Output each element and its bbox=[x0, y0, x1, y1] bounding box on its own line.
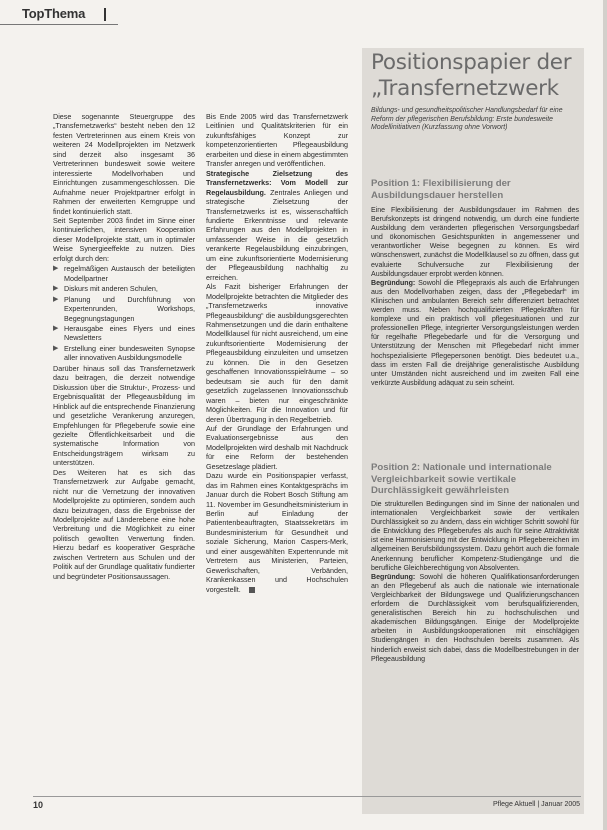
paragraph: Seit September 2003 findet im Sinne einer kontinuierlichen, intensiven Kooperation dieser Modellprojekte statt, um in optimaler Weise Synergieeffekte zu nutzen. Dies erfolgt durch den: bbox=[53, 215, 195, 263]
bullet-list bbox=[53, 264, 195, 363]
rubric-divider bbox=[104, 8, 106, 21]
arrow-bullet-icon: ▶ bbox=[53, 344, 59, 352]
paragraph: Begründung: Sowohl die Pflegepraxis als auch die Erfahrungen aus den Modellvorhaben zeigen, dass der „Pflegebedarf“ im Klinischen und ambulanten Bereich sehr differenziert betrachtet werden muss. Neben hochqualifizierten Pflegekräften für komplexe und ein praktisch voll pflegesituationen und zur professionellen Pflege, integrierter Versorgungsleistungen werden für regelhafte Pflegebedarfe und für die Versorgung und Unterstützung der Menschen mit Pflegebedarf nicht immer hochspezialisierte Pflegepersonen benötigt. Dies bedeutet u.a., dass im ersten Fall die dreijährige generalistische Ausbildung unter Umständen nicht ausreichend und im zweiten Fall eine verkürzte Ausbildung adäquat zu sein scheint. bbox=[371, 279, 579, 387]
section-rubric: TopThema bbox=[22, 6, 86, 21]
end-of-article-icon bbox=[249, 587, 255, 593]
paragraph: Strategische Zielsetzung des Transfernetzwerks: Vom Modell zur Regelausbildung. Zentrales Anliegen und strategische Zielsetzung der Transfernetzwerks ist es, wissenschaftlich fundierte Erkenntnisse und relevante Erfahrungen aus den Modellprojekten in umfassender Weise in die gesetzlich verankerte Regelausbildung einzubringen, um eine zukunftsorientierte Modernisierung der Pflegeausbildung nachhaltig zu erreichen. bbox=[206, 168, 348, 282]
list-item: ▶ Diskurs mit anderen Schulen, bbox=[53, 284, 158, 294]
position-1-body bbox=[371, 206, 579, 388]
paragraph: Dazu wurde ein Positionspapier verfasst, das im Rahmen eines Kontaktgesprächs im Januar durch die Robert Bosch Stiftung am 11. November im Gesundheitsministerium in Berlin auf Einladung der Patientenbeauftragten, Staatssekretärs im Bundesministerium für Gesundheit und soziale Sicherung, Marion Caspers-Merk, und einer ausgewählten Expertenrunde mit Vertretern aus Ministerien, Parteien, Gewerkschaften, Verbänden, Krankenkassen und Hochschulen vorgestellt. bbox=[206, 471, 348, 594]
paragraph: Darüber hinaus soll das Transfernetzwerk dazu beitragen, die derzeit notwendige Diskussion über die Struktur-, Prozess- und Ergebnisqualität der Pflegeausbildung im Hinblick auf die entsprechende Finanzierung und gesetzliche Verankerung anzuregen, Empfehlungen für Pflegeberufe sowie eine gezielte Öffentlichkeitsarbeit und die systematische Information von Entscheidungsträgern wirksam zu unterstützen. bbox=[53, 363, 195, 468]
list-item: ▶ Erstellung einer bundesweiten Synopse aller innovativen Ausbildungsmodelle bbox=[53, 343, 195, 363]
paragraph: Die strukturellen Bedingungen sind im Sinne der nationalen und internationalen Vergleichbarkeit sowie der vertikalen Durchlässigkeit so zu ändern, dass ein wichtiger Schritt sowohl für die Entwicklung des Pflegeberufes als auch für seine Attraktivität ist eine Harmonisierung mit der Entwicklung in Pflegebereichen im allgemeinen Berufsbildungssystem. Dazu gehört auch die formale Anerkennung beruflicher Kompetenz-Studiengänge und die berufliche Gleichberechtigung von Absolventen. bbox=[371, 501, 579, 572]
sidebar-box bbox=[362, 48, 584, 814]
list-item: ▶ regelmäßigen Austausch der beteiligten Modellpartner bbox=[53, 264, 195, 283]
magazine-issue: Pflege Aktuell | Januar 2005 bbox=[493, 801, 581, 808]
position-1-heading: Position 1: Flexibilisierung der Ausbildungsdauer herstellen bbox=[371, 178, 511, 201]
arrow-bullet-icon: ▶ bbox=[53, 324, 59, 332]
subheading: Strategische Zielsetzung des Transfernetzwerks: Vom Modell zur Regelausbildung. bbox=[206, 168, 348, 197]
paragraph: Auf der Grundlage der Erfahrungen und Evaluationsergebnisse aus den Modellprojekten wird deshalb mit Nachdruck für eine Reform der bestehenden Gesetzeslage plädiert. bbox=[206, 423, 348, 471]
box-intro: Bildungs- und gesundheitspolitischer Handlungsbedarf für eine Reform der pflegerischen Berufsbildung: Erste bundesweite Modellinitiativen (Kurzfassung ohne Vorwort) bbox=[371, 107, 563, 132]
header-rule bbox=[0, 24, 118, 25]
arrow-bullet-icon: ▶ bbox=[53, 285, 59, 293]
position-2-body bbox=[371, 500, 579, 664]
paragraph: Als Fazit bisheriger Erfahrungen der Modellprojekte betrachten die Mitglieder des „Transfernetzwerks innovative Pflegeausbildung“ die ausbildungsgerechten Rahmensetzungen und die darin enthaltene Modellklausel für nicht ausreichend, um eine zukunftsorientierte Modernisierung der Pflegeausbildung einzuleiten und umsetzen zu können. Die in den Gesetzen geschaffenen Innovationsspielräume – so bedeutsam sie auch für den damit gesetzlich zugelassenen Innovationsschub waren – bieten nur eingeschränkte Möglichkeiten. Für die Innovation und für deren Übertragung in den Regelbetrieb. bbox=[206, 282, 348, 424]
position-2-heading: Position 2: Nationale und internationale Vergleichbarkeit sowie vertikale Durchlässigkeit gewährleisten bbox=[371, 462, 552, 497]
paragraph: Bis Ende 2005 wird das Transfernetzwerk Leitlinien und Qualitätskriterien für ein zukunftsfähiges Konzept zur kompetenzorientierten Pflegeausbildung erarbeiten und diese in einem abgestimmten Transfer anregen und veröffentlichen. bbox=[206, 112, 348, 169]
paragraph: Diese sogenannte Steuergruppe des „Transfernetzwerks“ besteht neben den 12 festen Vertreterinnen aus einem Kreis von weiteren 24 Modellprojekten im Netzwerk sind derzeit also insgesamt 36 Vertreterinnen bundesweit sowie weitere interessierte Modellvorhaben und Einrichtungen zusammengeschlossen. Die Aufnahme neuer Projektpartner erfolgt in Rahmen der erweiterten Kerngruppe und findet kontinuierlich statt. bbox=[53, 112, 195, 216]
list-item: ▶ Planung und Durchführung von Expertenrunden, Workshops, Begegnungstagungen bbox=[53, 294, 195, 323]
paragraph: Eine Flexibilisierung der Ausbildungsdauer im Rahmen des Berufskonzepts ist dringend notwendig, um durch eine fundierte Ausbildung dem veränderten pflegerischen Versorgungsbedarf und ökonomischen Gesichtspunkten in angemessener und verantwortlicher Weise begegnen zu können. Es wird wünschenswert, zunächst die Modellklausel so zu öffnen, dass gut evaluierte Schulversuche zur Flexibilisierung der Ausbildungsdauer erprobt werden können. bbox=[371, 207, 579, 278]
page-edge bbox=[603, 0, 607, 830]
article-column-2 bbox=[206, 112, 348, 594]
footer-rule bbox=[33, 796, 581, 797]
paragraph: Des Weiteren hat es sich das Transfernetzwerk zur Aufgabe gemacht, nicht nur die Vernetzung der innovativen Modellprojekte zu optimieren, sondern auch dazu beizutragen, dass die Ergebnisse der Modellprojekte auf Länderebene eine hohe Verbreitung und die Möglichkeit zu einer politisch gewollten Verwertung finden. Hierzu bedarf es kooperativer Gespräche zwischen Vertretern aus Schulen und der Politik auf der Grundlage qualitativ fundierter und begründeter Positionsaussagen. bbox=[53, 467, 195, 581]
arrow-bullet-icon: ▶ bbox=[53, 265, 59, 273]
article-column-1 bbox=[53, 112, 195, 581]
paragraph: Begründung: Sowohl die höheren Qualifikationsanforderungen an den Pflegeberuf als auch die nationale wie internationale Vergleichbarkeit der Bildungswege und Qualifizierungschancen erfordern die Durchlässigkeit vom berufsqualifizierenden, generalistischen Bereich hin zu hochschulischen und akademischen Bildungsgängen. Einige der Modellprojekte arbeiten in Ausbildungskooperationen mit einschlägigen Studiengängen in den Hochschulen bereits zusammen. Als hinderlich erweist sich dabei, dass die Modellbestrebungen in der Pflegeausbildung bbox=[371, 573, 579, 663]
list-item: ▶ Herausgabe eines Flyers und eines Newsletters bbox=[53, 323, 195, 343]
arrow-bullet-icon: ▶ bbox=[53, 295, 59, 303]
page-number: 10 bbox=[33, 800, 44, 810]
box-title: Positionspapier der „Transfernetzwerk bbox=[371, 50, 572, 101]
